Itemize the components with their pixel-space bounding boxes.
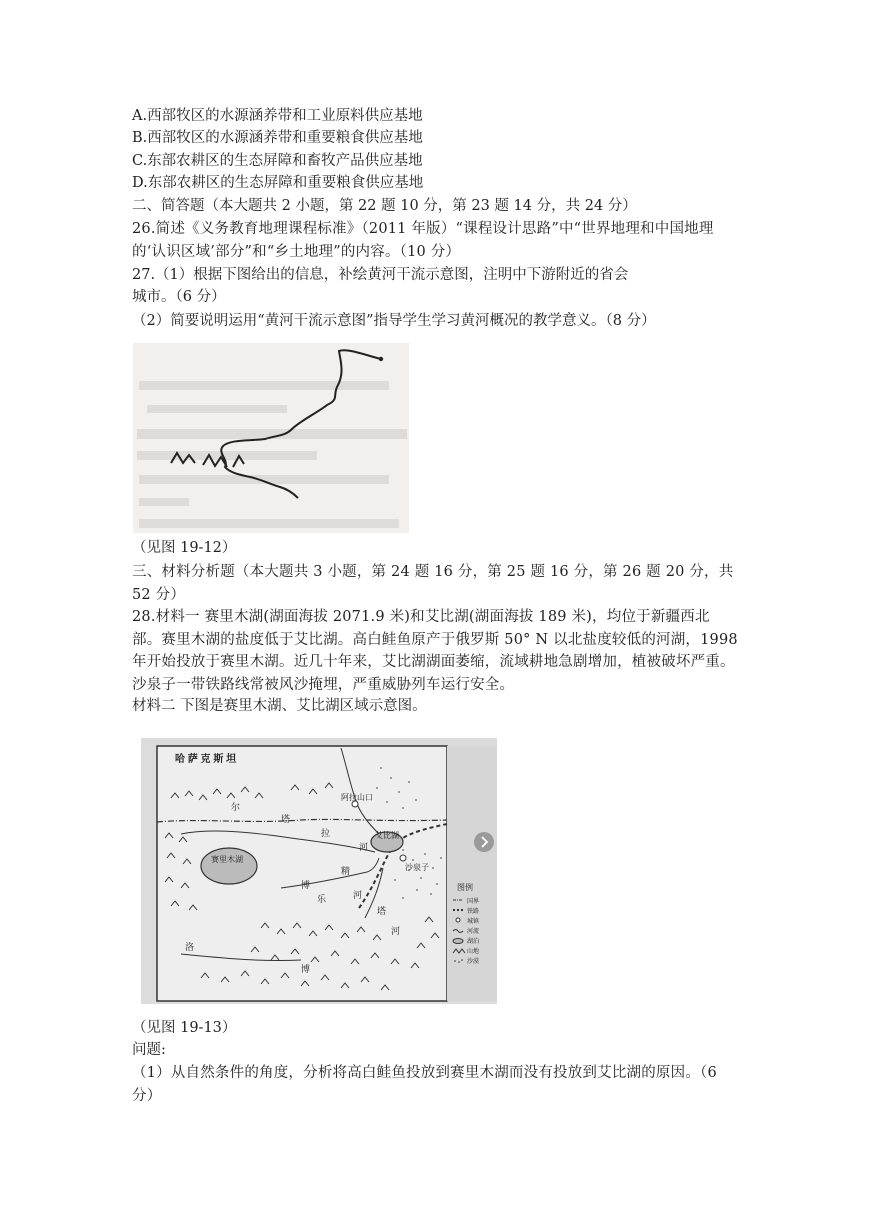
map-river-char: 博 <box>301 880 311 890</box>
section2-heading: 二、简答题（本大题共 2 小题，第 22 题 10 分，第 23 题 14 分，共 24 分） <box>132 198 637 214</box>
map-river-char: 尔 <box>231 802 241 812</box>
map-river-char: 洛 <box>185 942 195 952</box>
svg-text:河流: 河流 <box>467 929 480 935</box>
question-27-part1-line2: 城市。（6 分） <box>132 289 226 305</box>
section3-heading: 三、材料分析题（本大题共 3 小题，第 24 题 16 分，第 25 题 16 分，第 26 题 20 分，共 52 分） <box>132 564 734 603</box>
figure-19-12-caption: （见图 19-12） <box>132 540 237 556</box>
material-2: 材料二 下图是赛里木湖、艾比湖区域示意图。 <box>132 698 427 714</box>
option-c: C.东部农耕区的生态屏障和畜牧产品供应基地 <box>132 153 423 169</box>
svg-text:铁路: 铁路 <box>467 909 480 915</box>
question-28-material1: 28.材料一 赛里木湖(湖面海拔 2071.9 米)和艾比湖(湖面海拔 189 米)，均位于新疆西北部。赛里木湖的盐度低于艾比湖。高白鲑鱼原产于俄罗斯 50° N 以北盐度较低的河湖，1998 年开始投放于赛里木湖。近几十年来，艾比湖湖面萎缩，流域耕地急剧增加，植被破坏严重。沙泉子一带铁路线常被风沙掩埋，严重威胁列车运行安全。 <box>132 609 738 693</box>
map-river-char: 河 <box>391 926 401 936</box>
map-river-char: 塔 <box>377 906 387 916</box>
svg-text:图例: 图例 <box>457 883 473 892</box>
svg-text:城镇: 城镇 <box>467 919 480 925</box>
question-26: 26.简述《义务教育地理课程标准》（2011 年版）“课程设计思路”中“世界地理和中国地理的‘认识区域’部分”和“乡土地理”的内容。（10 分） <box>132 221 714 260</box>
sayram-lake <box>201 848 257 884</box>
option-d: D.东部农耕区的生态屏障和重要粮食供应基地 <box>132 175 424 191</box>
map-river-char: 拉 <box>321 828 331 838</box>
map-river-char: 博 <box>301 964 311 974</box>
map-river-char: 河 <box>353 890 363 900</box>
map-lake1-label: 赛里木湖 <box>211 855 243 864</box>
map-town2-label: 沙泉子 <box>405 863 429 872</box>
yellow-river-figure <box>133 343 409 533</box>
option-a: A.西部牧区的水源涵养带和工业原料供应基地 <box>132 108 423 124</box>
map-river-char: 河 <box>359 842 369 852</box>
map-town1-label: 阿拉山口 <box>341 793 373 802</box>
svg-text:沙漠: 沙漠 <box>467 959 480 965</box>
map-river-char: 精 <box>341 866 351 876</box>
map-country-label: 哈 萨 克 斯 坦 <box>175 754 237 765</box>
sayram-ebinur-map <box>141 738 497 1004</box>
svg-text:国界: 国界 <box>467 899 480 905</box>
shaquanzi-town <box>400 855 406 861</box>
option-b: B.西部牧区的水源涵养带和重要粮食供应基地 <box>132 130 423 146</box>
figure-19-13-caption: （见图 19-13） <box>132 1020 237 1036</box>
svg-text:湖泊: 湖泊 <box>467 939 480 945</box>
map-river-char: 塔 <box>281 814 291 824</box>
question-28-1: （1）从自然条件的角度，分析将高白鲑鱼投放到赛里木湖而没有投放到艾比湖的原因。（6 分） <box>132 1065 717 1104</box>
svg-text:山地: 山地 <box>467 949 480 955</box>
questions-label: 问题: <box>132 1042 166 1058</box>
question-27-part2: （2）简要说明运用“黄河干流示意图”指导学生学习黄河概况的教学意义。（8 分） <box>132 313 656 329</box>
map-river-char: 乐 <box>317 894 327 904</box>
next-arrow-icon <box>474 832 494 852</box>
map-lake2-label: 艾比湖 <box>375 831 399 840</box>
question-27-part1-line1: 27.（1）根据下图给出的信息，补绘黄河干流示意图，注明中下游附近的省会 <box>132 267 629 283</box>
